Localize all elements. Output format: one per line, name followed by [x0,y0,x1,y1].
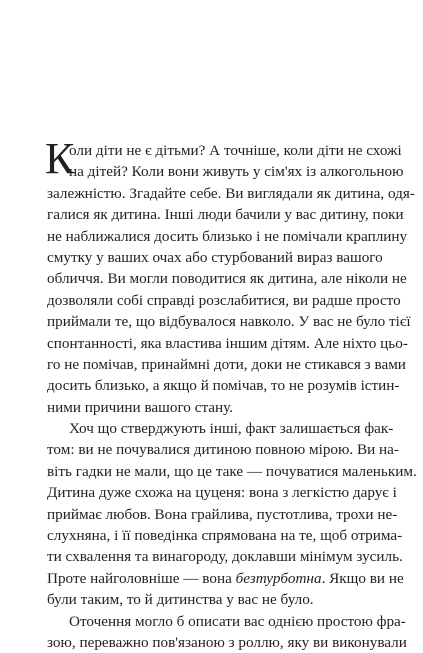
paragraph-2-line-4: Дитина дуже схожа на цуценя: вона з легкістю дарує і [47,484,397,502]
paragraph-1-line-12: досить близько, а якщо й помічав, то не розумів істин- [47,377,400,395]
paragraph-2-line-5: приймає любов. Вона грайлива, пустотлива, трохи не- [47,505,398,523]
paragraph-1-line-6: смутку у ваших очах або стурбований вираз вашого [47,248,383,266]
paragraph-1-line-9: приймали те, що відбувалося навколо. У вас не було тієї [47,313,411,331]
body-text [47,140,417,653]
paragraph-1-line-3: залежністю. Згадайте себе. Ви виглядали як дитина, одя- [47,184,415,202]
paragraph-1-line-1: оли діти не є дітьми? А точніше, коли діти не схожі [69,142,402,159]
paragraph-2-line-7: ти схвалення та винагороду, доклавши мінімум зусиль. [47,548,403,566]
paragraph-2-line-8-start: Проте найголовніше — вона [47,569,236,587]
paragraph-1-line-11: го не помічав, принаймні доти, доки не стикався з вами [47,355,406,373]
paragraph-1-line-2: на дітей? Коли вони живуть у сім'ях із алкогольною [69,163,404,181]
drop-cap: К [45,134,75,183]
paragraph-2-line-6: слухняна, і її поведінка спрямована на те, щоб отрима- [47,527,403,545]
paragraph-2-line-9: були таким, то й дитинства у вас не було. [47,591,314,609]
paragraph-3-line-1: Оточення могло б описати вас однією простою фра- [69,612,406,630]
paragraph-1-line-13: ними причини вашого стану. [47,398,234,416]
paragraph-1-line-7: обличчя. Ви могли поводитися як дитина, але ніколи не [47,270,407,288]
paragraph-2-line-2: том: ви не почувалися дитиною повною мірою. Ви на- [47,441,399,459]
paragraph-3-line-2: зою, переважно пов'язаною з роллю, яку ви виконували [47,633,407,651]
paragraph-1-line-4: галися як дитина. Інші люди бачили у вас дитину, поки [47,206,404,224]
paragraph-1-line-10: спонтанності, яка властива іншим дітям. Але ніхто цьо- [47,334,408,352]
italic-word: безтурботна [235,569,322,587]
paragraph-2-line-1: Хоч що стверджують інші, факт залишається фак- [69,420,394,438]
paragraph-2-line-8-end: . Якщо ви не [321,569,404,587]
paragraph-1-line-8: дозволяли собі справді розслабитися, ви радше просто [47,291,401,309]
paragraph-2-line-8 [47,568,404,589]
paragraph-2-line-3: віть гадки не мали, що це таке — почуватися маленьким. [47,462,417,480]
paragraph-1-line-5: не наближалися досить близько і не помічали краплину [47,227,408,245]
